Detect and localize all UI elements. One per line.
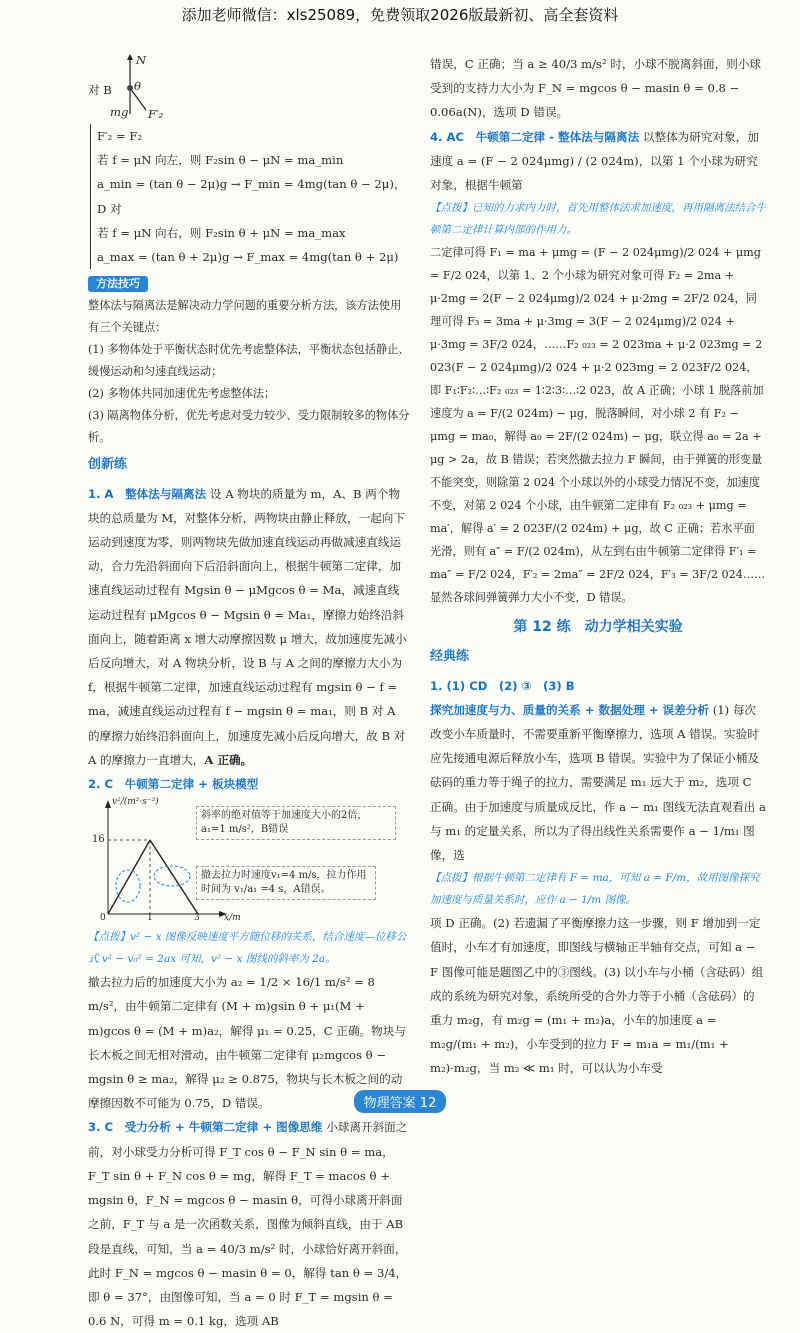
graph-callout-time: 撤去拉力时速度v₁=4 m/s，拉力作用时间为 v₁/a₁ =4 s，A错误。 (196, 866, 376, 900)
q4-intro: 以整体为研究对象，加速度 a = (F − 2 024μmg) / (2 024m)，以第 1 个小球为研究对象，根据牛顿第 (430, 129, 759, 193)
force-theta-label: θ (134, 79, 141, 93)
brace-line: 若 f = μN 向左，则 F₂sin θ − μN = ma_min (97, 153, 344, 168)
force-diagram (88, 52, 410, 124)
q4-note: 【点拨】已知的力求内力时，首先用整体法求加速度，再用隔离法结合牛顿第二定律计算内部的作用力。 (430, 202, 766, 237)
force-f2-label: F′₂ (148, 107, 164, 121)
force-mg-label: mg (110, 105, 129, 119)
page-header-banner: 添加老师微信：xls25089，免费领取2026版最新初、高全套资料 (181, 6, 619, 24)
brace-line: a_min = (tan θ − 2μ)g → F_min = 4mg(tan θ − 2μ)，D 对 (97, 177, 406, 216)
brace-line: F′₂ = F₂ (97, 129, 143, 143)
q1-head: 1. A 整体法与隔离法 (88, 486, 207, 501)
question-1-answer (88, 482, 410, 772)
q2-head: 2. C 牛顿第二定律 + 板块模型 (88, 777, 259, 792)
footer-label: 物理答案 (363, 1096, 416, 1111)
brace-line: a_max = (tan θ + 2μ)g → F_max = 4mg(tan θ + 2μ) (97, 250, 399, 265)
graph-ytick: 16 (92, 834, 105, 846)
r-q1-head: 1. (1) CD (2) ③ (3) B (430, 678, 575, 693)
section-title-innovation: 创新练 (88, 457, 128, 473)
r1-text: 错误，C 正确；当 a ≥ 40/3 m/s² 时，小球不脱离斜面，则小球受到的支持力大小为 F_N = mgcos θ − masin θ = 0.8 − 0.06a(N)，选项 D 错误。 (430, 57, 762, 120)
method-text-0: 整体法与隔离法是解决动力学问题的重要分析方法，该方法使用有三个关键点： (88, 299, 402, 335)
graph-xtick: 3 (194, 913, 200, 924)
method-box (88, 271, 410, 449)
q1-text: 设 A 物块的质量为 m，A、B 两个物块的总质量为 M，对整体分析，两物块由静止释放，一起向下运动到速度为零，则两物块先做加速直线运动再做减速直线运动，合力先沿斜面向下后沿斜面向上，根据牛顿第二定律，加速直线运动过程有 Mgsin θ − μMgcos θ = Ma，减速直线运动过程有 μMgcos θ − Mgsin θ = Ma₁，摩擦力始终沿斜面向上，随着距离 x 增大动摩擦因数 μ 增大，故加速度先减小后反向增大，对 A 物块分析，设 B 与 A 之间的摩擦力大小为 f，根据牛顿第二定律，加速直线运动过程有 mgsin θ − f = ma，减速直线运动过程有 f − mgsin θ = ma₁，则 B 对 A 的摩擦力始终沿斜面向上，加速度先减小后反向增大，故 B 对 A 的摩擦力一直增大， (88, 486, 407, 767)
method-tag: 方法技巧 (88, 276, 148, 292)
q2-text: 撤去拉力后的加速度大小为 a₂ = 1/2 × 16/1 m/s² = 8 m/s²，由牛顿第二定律有 (M + m)gsin θ + μ₁(M + m)gcos θ = (M + m)a₂，解得 μ₁ = 0.25，C 正确。物块与长木板之间无相对滑动，由牛顿第二定律有 μ₂mgcos θ − mgsin θ ≥ ma₂，解得 μ₂ ≥ 0.875，物块与长木板之间的动摩擦因数不可能为 0.75，D 错误。 (88, 975, 406, 1111)
q1-answer-emph: A 正确。 (204, 752, 253, 767)
q2-note: 【点拨】v² − x 图像反映速度平方随位移的关系，结合速度—位移公式 v² − v₀² = 2ax 可知，v² − x 图线的斜率为 2a。 (88, 931, 407, 966)
force-diagram-label: 对 B (88, 83, 112, 97)
r-q1-text: (1) 每次改变小车质量时，不需要重新平衡摩擦力，选项 A 错误。实验时应先接通电源后释放小车，选项 B 错误。实验中为了保证小桶及砝码的重力等于绳子的拉力，需要满足 m₁ 远大于 m₂，选项 C 正确。由于加速度与质量成反比，作 a − m₁ 图线无法直观看出 a 与 m₁ 的定量关系，所以为了得出线性关系需要作 a − 1/m₁ 图像，选 (430, 702, 766, 863)
q3-text: 小球离开斜面之前，对小球受力分析可得 F_T cos θ − F_N sin θ = ma，F_T sin θ + F_N cos θ = mg，解得 F_T = macos θ + mgsin θ，F_N = mgcos θ − masin θ，可得小球离开斜面之前，F_T 与 a 是一次函数关系，图像为倾斜直线，由于 AB 段是直线，可知，当 a = 40/3 m/s² 时，小球恰好离开斜面，此时 F_N = mgcos θ − masin θ = 0，解得 tan θ = 3/4，即 θ = 37°，由图像可知，当 a = 0 时 F_T = mgsin θ = 0.6 N，可得 m = 0.1 kg，选项 AB (88, 1120, 408, 1329)
r-q1-note: 【点拨】根据牛顿第二定律有 F = ma，可知 a = F/m，故用图像探究加速度与质量关系时，应作 a − 1/m 图像。 (430, 872, 760, 907)
page-footer (0, 1090, 800, 1113)
graph-ylabel: v²/(m²·s⁻²) (112, 797, 159, 808)
method-text-1: (1) 多物体处于平衡状态时优先考虑整体法，平衡状态包括静止、缓慢运动和匀速直线运动； (88, 343, 410, 379)
vx-graph (88, 796, 410, 926)
footer-pill (354, 1090, 447, 1113)
question-4-answer (430, 125, 766, 198)
force-n-label: N (136, 53, 147, 67)
right-column (430, 52, 766, 1081)
graph-xtick: 0 (100, 913, 106, 924)
question-3-answer (88, 1115, 410, 1333)
q3-head: 3. C 受力分析 + 牛顿第二定律 + 图像思维 (88, 1120, 323, 1135)
section-title-classic: 经典练 (430, 649, 470, 665)
q4-head: 4. AC 牛顿第二定律 - 整体法与隔离法 (430, 129, 640, 144)
footer-page-number: 12 (419, 1096, 437, 1111)
method-text-2: (2) 多物体共同加速优先考虑整体法； (88, 387, 276, 401)
q4-text: 二定律可得 F₁ = ma + μmg = (F − 2 024μmg)/2 024 + μmg = F/2 024，以第 1、2 个小球为研究对象可得 F₂ = 2ma + μ·2mg = 2(F − 2 024μmg)/2 024 + μ·2mg = 2F/2 024，同理可得 F₃ = 3ma + μ·3mg = 3(F − 2 024μmg)/2 024 + μ·3mg = 3F/2 024，……F₂ ₀₂₃ = 2 023ma + μ·2 023mg = 2 023(F − 2 024μmg)/2 024 + μ·2 023mg = 2 023F/2 024，即 F₁∶F₂∶…∶F₂ ₀₂₃ = 1∶2∶3∶…∶2 023，故 A 正确；小球 1 脱落前加速度为 a = F/(2 024m) − μg，脱落瞬间，对小球 2 有 F₂ − μmg = ma₀，解得 a₀ = 2F/(2 024m) − μg，联立得 a₀ = 2a + μg > 2a，故 B 错误；若突然撤去拉力 F 瞬间，由于弹簧的形变量不能突变，则除第 2 024 个小球以外的小球受力情况不变，加速度不变，对第 2 024 个小球，由牛顿第二定律有 F₂ ₀₂₃ + μmg = ma′，解得 a′ = 2 023F/(2 024m) + μg，故 C 正确；若水平面光滑，则有 a″ = F/(2 024m)，从左到右由牛顿第二定律得 F′₁ = ma″ = F/2 024，F′₂ = 2ma″ = 2F/2 024，F′₃ = 3F/2 024……显然各球间弹簧弹力大小不变，D 错误。 (430, 246, 766, 605)
r-q1-body (430, 698, 766, 867)
graph-xlabel: x/m (224, 913, 241, 924)
brace-line: 若 f = μN 向右，则 F₂sin θ + μN = ma_max (97, 225, 346, 240)
r-q1-sub: 探究加速度与力、质量的关系 + 数据处理 + 误差分析 (430, 702, 710, 717)
graph-xtick: 1 (147, 913, 153, 924)
method-text-3: (3) 隔离物体分析，优先考虑对受力较少、受力限制较多的物体分析。 (88, 409, 410, 445)
practice-title: 第 12 练 动力学相关实验 (513, 619, 683, 636)
graph-callout-slope: 斜率的绝对值等于加速度大小的2倍，a₁=1 m/s²，B错误 (196, 806, 396, 840)
equation-brace (90, 124, 410, 269)
r-q1-text2: 项 D 正确。(2) 若遗漏了平衡摩擦力这一步骤，则 F 增加到一定值时，小车才有加速度，即图线与横轴正半轴有交点，可知 a − F 图像可能是题图乙中的③图线。(3) 以小车与小桶（含砝码）组成的系统为研究对象，系统所受的合外力等于小桶（含砝码）的重力 m₂g，有 m₂g = (m₁ + m₂)a，小车的加速度 a = m₂g/(m₁ + m₂)，小车受到的拉力 F = m₁a = m₁/(m₁ + m₂)·m₂g，当 m₂ ≪ m₁ 时，可以认为小车受 (430, 916, 764, 1076)
left-column (88, 52, 410, 1333)
